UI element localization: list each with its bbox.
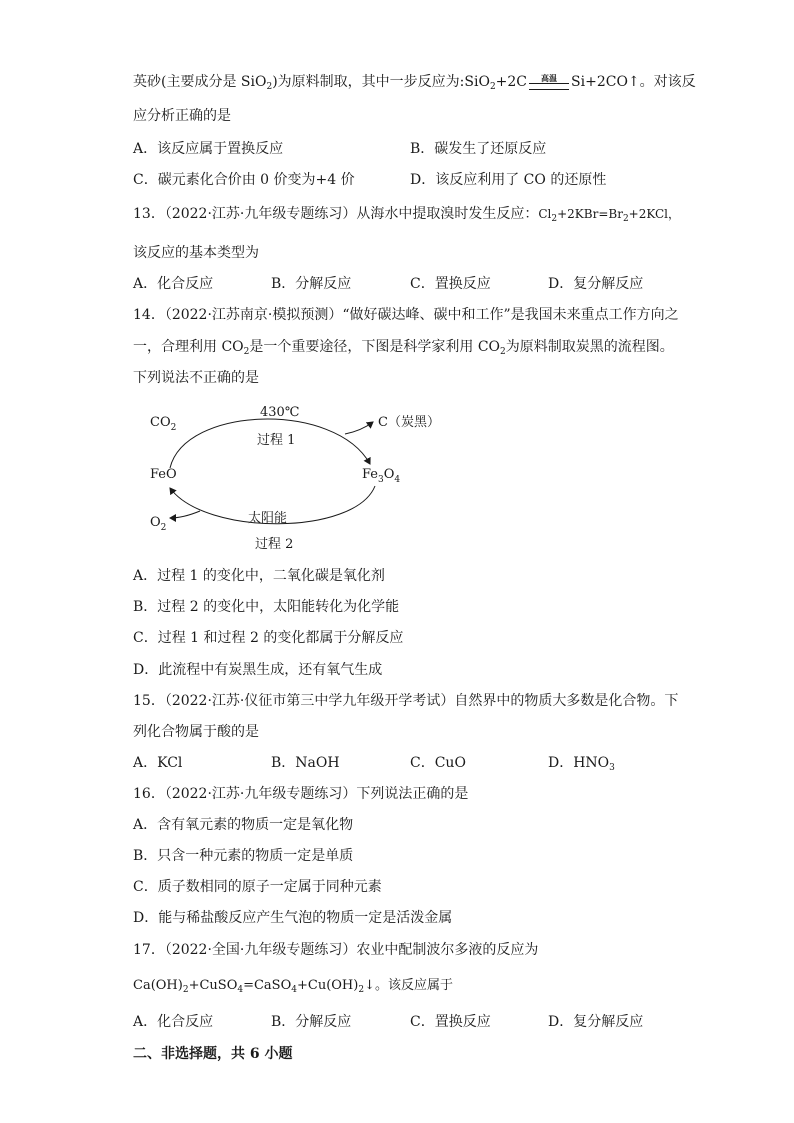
q15-option-b[interactable]: B．NaOH: [271, 755, 340, 771]
q16-option-b[interactable]: B．只含一种元素的物质一定是单质: [133, 848, 354, 864]
q14-stem-line1: 14．（2022·江苏南京·模拟预测）“做好碳达峰、碳中和工作”是我国未来重点工作方向之: [133, 307, 679, 323]
temperature-label: 430℃: [260, 405, 300, 420]
q17-option-b[interactable]: B．分解反应: [271, 1014, 352, 1030]
q14-option-b[interactable]: B．过程 2 的变化中，太阳能转化为化学能: [133, 599, 400, 615]
q15-stem-line1: 15．（2022·江苏·仪征市第三中学九年级开学考试）自然界中的物质大多数是化合物。下: [133, 693, 679, 709]
q12-option-a[interactable]: A．该反应属于置换反应: [133, 141, 284, 157]
feo-label: FeO: [150, 467, 177, 482]
q12-option-c[interactable]: C．碳元素化合价由 0 价变为+4 价: [133, 172, 355, 188]
q17-option-a[interactable]: A．化合反应: [133, 1014, 214, 1030]
reaction-condition-arrow: 高温: [529, 74, 569, 90]
q14-stem-line2: 一，合理利用 $CO_2$是一个重要途径，下图是科学家利用 $CO_2$为原料制取炭黑的流程图。: [133, 339, 674, 357]
q13-option-a[interactable]: A．化合反应: [133, 276, 214, 292]
q17-option-d[interactable]: D．复分解反应: [548, 1014, 644, 1030]
fe3o4-label: $Fe_3O_4$: [362, 467, 401, 485]
section-heading-nonchoice: 二、非选择题，共 6 小题: [133, 1046, 293, 1062]
q12-option-b[interactable]: B．碳发生了还原反应: [410, 141, 547, 157]
q12-stem-line1: 英砂(主要成分是 SiO$_2$)为原料制取，其中一步反应为:SiO$_2$+2C 高温 Si+2CO↑。对该反: [133, 73, 696, 92]
q16-option-d[interactable]: D．能与稀盐酸反应产生气泡的物质一定是活泼金属: [133, 910, 453, 926]
oxygen-branch-arrow: [170, 511, 200, 518]
o2-label: $O_2$: [150, 515, 167, 533]
q14-option-c[interactable]: C．过程 1 和过程 2 的变化都属于分解反应: [133, 630, 404, 646]
q13-option-c[interactable]: C．置换反应: [410, 276, 491, 292]
q15-option-a[interactable]: A．KCl: [133, 755, 183, 771]
co2-label: $CO_2$: [150, 415, 177, 433]
q17-option-c[interactable]: C．置换反应: [410, 1014, 491, 1030]
q17-stem-line1: 17．（2022·全国·九年级专题练习）农业中配制波尔多液的反应为: [133, 942, 539, 958]
process2-label: 过程 2: [255, 537, 294, 552]
carbon-branch-arrow: [345, 422, 373, 434]
q12-option-d[interactable]: D．该反应利用了 CO 的还原性: [410, 172, 607, 188]
q15-option-d[interactable]: D．$HNO_3$: [548, 755, 615, 773]
q13-option-b[interactable]: B．分解反应: [271, 276, 352, 292]
carbon-black-label: C（炭黑）: [378, 415, 440, 430]
q14-option-a[interactable]: A．过程 1 的变化中，二氧化碳是氧化剂: [133, 568, 385, 584]
process1-label: 过程 1: [257, 433, 296, 448]
q16-option-a[interactable]: A．含有氧元素的物质一定是氧化物: [133, 817, 354, 833]
q15-option-c[interactable]: C．CuO: [410, 755, 466, 771]
q14-stem-line3: 下列说法不正确的是: [133, 370, 259, 386]
q13-stem-line2: 该反应的基本类型为: [133, 245, 259, 261]
q15-stem-line2: 列化合物属于酸的是: [133, 724, 259, 740]
q16-option-c[interactable]: C．质子数相同的原子一定属于同种元素: [133, 879, 382, 895]
q12-stem-line2: 应分析正确的是: [133, 108, 231, 124]
carbon-cycle-diagram: [140, 396, 460, 556]
solar-energy-label: 太阳能: [248, 511, 288, 526]
q16-stem: 16．（2022·江苏·九年级专题练习）下列说法正确的是: [133, 786, 469, 802]
q17-equation-line: $Ca(OH)_2+CuSO_4=CaSO_4+Cu(OH)_2↓$。该反应属于: [133, 978, 453, 995]
q13-stem-line1: 13．（2022·江苏·九年级专题练习）从海水中提取溴时发生反应：$Cl_2+2KBr=Br_2+2KCl$，: [133, 206, 681, 224]
q13-option-d[interactable]: D．复分解反应: [548, 276, 644, 292]
q14-option-d[interactable]: D．此流程中有炭黑生成，还有氧气生成: [133, 662, 383, 678]
